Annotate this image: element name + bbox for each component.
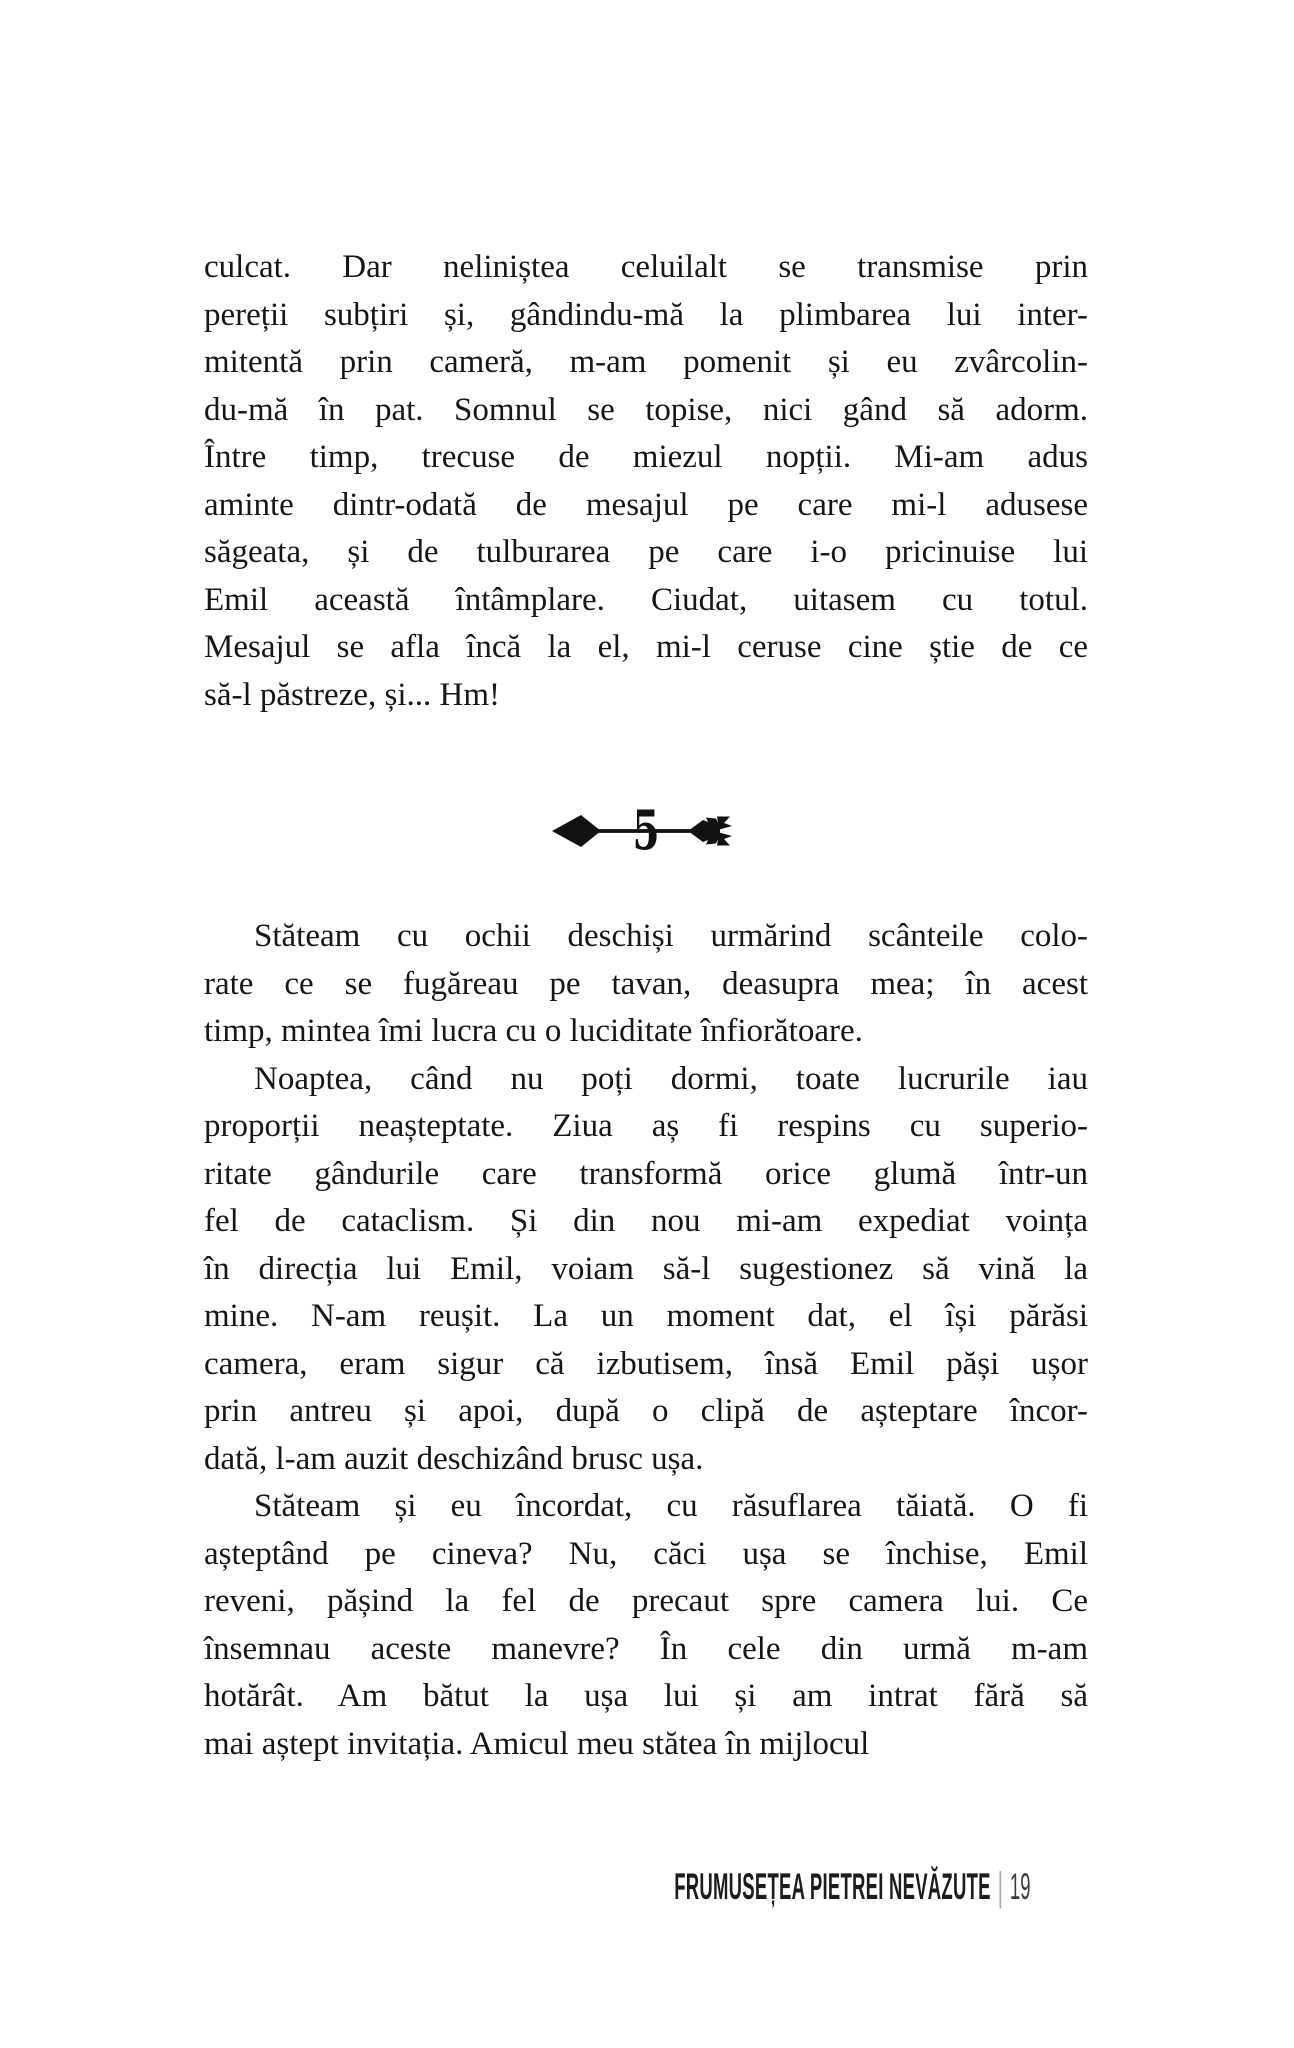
- text-line: Stăteam cu ochii deschiși urmărind scânteile colo-: [254, 918, 1088, 954]
- text-line: reveni, pășind la fel de precaut spre camera lui. Ce: [204, 1583, 1088, 1619]
- text-line: Între timp, trecuse de miezul nopții. Mi-am adus: [204, 439, 1088, 475]
- paragraph: [204, 1483, 1088, 1768]
- text-line: dată, l-am auzit deschizând brusc ușa.: [204, 1440, 704, 1477]
- text-line: în direcția lui Emil, voiam să-l sugestionez să vină la: [204, 1250, 1088, 1287]
- text-line: du-mă în pat. Somnul se topise, nici gând să adorm.: [204, 391, 1088, 428]
- chapter-body: [204, 913, 1088, 1768]
- text-line: așteptând pe cineva? Nu, căci ușa se închise, Emil: [204, 1535, 1088, 1572]
- chapter-number: 5: [632, 797, 660, 862]
- page-footer: [674, 1866, 1030, 1908]
- text-line: prin antreu și apoi, după o clipă de așteptare încor-: [204, 1393, 1088, 1429]
- text-line: rate ce se fugăreau pe tavan, deasupra mea; în acest: [204, 965, 1088, 1002]
- text-line: Noaptea, când nu poți dormi, toate lucrurile iau: [254, 1060, 1088, 1097]
- text-line: hotărât. Am bătut la ușa lui și am intrat fără să: [204, 1678, 1088, 1714]
- text-line: timp, mintea îmi lucra cu o luciditate înfiorătoare.: [204, 1013, 863, 1049]
- text-line: însemnau aceste manevre? În cele din urmă m-am: [204, 1630, 1088, 1667]
- paragraph: [204, 1056, 1088, 1484]
- text-line: mitentă prin cameră, m-am pomenit și eu zvârcolin-: [204, 344, 1088, 380]
- text-line: pereții subțiri și, gândindu-mă la plimbarea lui inter-: [204, 296, 1088, 333]
- book-title: FRUMUSEȚEA PIETREI NEVĂZUTE: [673, 1866, 991, 1907]
- text-line: aminte dintr-odată de mesajul pe care mi-l adusese: [204, 486, 1088, 523]
- text-line: să-l păstreze, și... Hm!: [204, 676, 500, 713]
- text-line: fel de cataclism. Și din nou mi-am expediat voința: [204, 1203, 1088, 1239]
- page-number: 19: [1009, 1866, 1030, 1907]
- continuation-paragraph: [204, 244, 1088, 719]
- text-line: săgeata, și de tulburarea pe care i-o pricinuise lui: [204, 534, 1088, 570]
- text-line: camera, eram sigur că izbutisem, însă Emil păși ușor: [204, 1345, 1088, 1382]
- footer-separator: |: [997, 1864, 1003, 1909]
- text-line: Mesajul se afla încă la el, mi-l ceruse cine știe de ce: [204, 629, 1088, 665]
- paragraph: [204, 913, 1088, 1056]
- text-line: Stăteam și eu încordat, cu răsuflarea tăiată. O fi: [254, 1488, 1088, 1524]
- text-line: Emil această întâmplare. Ciudat, uitasem cu totul.: [204, 581, 1088, 618]
- text-line: mai aștept invitația. Amicul meu stătea în mijlocul: [204, 1725, 870, 1762]
- text-line: proporții neașteptate. Ziua aș fi respins cu superio-: [204, 1108, 1088, 1144]
- text-line: ritate gândurile care transformă orice glumă într-un: [204, 1155, 1088, 1192]
- chapter-divider: [550, 797, 742, 862]
- text-line: culcat. Dar neliniștea celuilalt se transmise prin: [204, 249, 1088, 285]
- text-line: mine. N-am reușit. La un moment dat, el își părăsi: [204, 1298, 1088, 1334]
